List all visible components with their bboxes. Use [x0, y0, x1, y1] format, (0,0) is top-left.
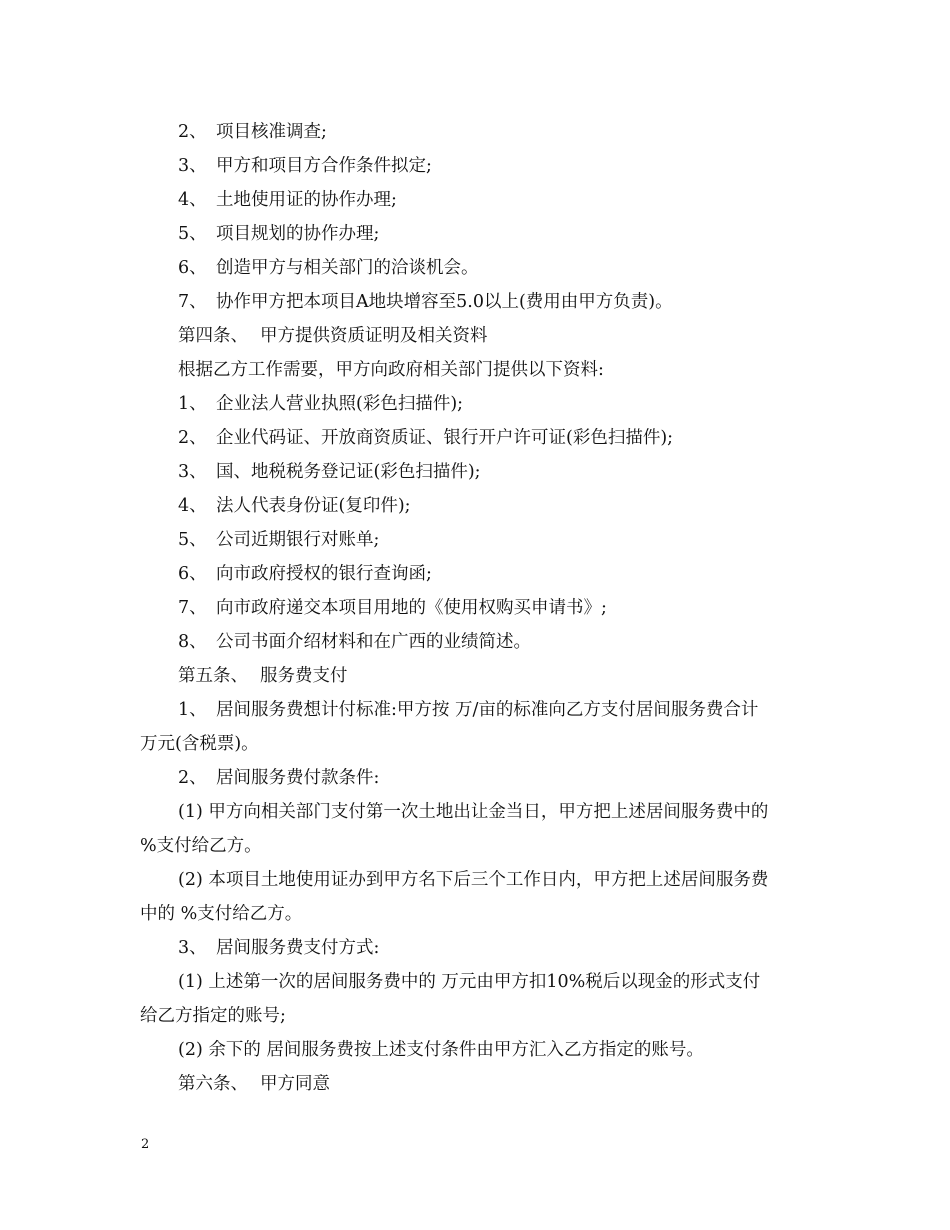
item-number: 3、 — [178, 462, 207, 482]
list-item — [140, 149, 812, 183]
sub-item-text: (1) 上述第一次的居间服务费中的 万元由甲方扣10%税后以现金的形式支付 — [178, 972, 761, 992]
list-item — [140, 591, 812, 625]
list-item — [140, 523, 812, 557]
section-heading — [140, 319, 812, 353]
item-text: 向市政府递交本项目用地的《使用权购买申请书》; — [216, 598, 607, 618]
item-number: 4、 — [178, 190, 207, 210]
sub-item — [140, 1033, 812, 1067]
sub-item — [140, 863, 812, 897]
item-text: 土地使用证的协作办理; — [216, 190, 397, 210]
sub-item — [140, 795, 812, 829]
item-number: 6、 — [178, 564, 207, 584]
paragraph-continuation — [140, 727, 812, 761]
paragraph-text: 根据乙方工作需要，甲方向政府相关部门提供以下资料: — [178, 360, 604, 380]
item-number: 2、 — [178, 122, 207, 142]
item-text: 居间服务费付款条件: — [216, 768, 380, 788]
item-text: 甲方和项目方合作条件拟定; — [216, 156, 432, 176]
item-number: 2、 — [178, 428, 207, 448]
item-number: 8、 — [178, 632, 207, 652]
list-item — [140, 421, 812, 455]
sub-item — [140, 965, 812, 999]
list-item — [140, 183, 812, 217]
paragraph-text: %支付给乙方。 — [140, 836, 262, 856]
item-text: 居间服务费支付方式: — [216, 938, 380, 958]
item-text: 国、地税税务登记证(彩色扫描件); — [216, 462, 481, 482]
sub-item-text: (1) 甲方向相关部门支付第一次土地出让金当日，甲方把上述居间服务费中的 — [178, 802, 769, 822]
list-item — [140, 489, 812, 523]
list-item — [140, 217, 812, 251]
item-text: 创造甲方与相关部门的洽谈机会。 — [216, 258, 479, 278]
paragraph — [140, 353, 812, 387]
section-number: 第四条、 — [178, 326, 248, 346]
list-item — [140, 931, 812, 965]
list-item — [140, 251, 812, 285]
item-text: 企业法人营业执照(彩色扫描件); — [216, 394, 464, 414]
section-heading — [140, 1067, 812, 1101]
item-number: 3、 — [178, 938, 207, 958]
list-item — [140, 115, 812, 149]
item-number: 5、 — [178, 530, 207, 550]
item-text: 向市政府授权的银行查询函; — [216, 564, 432, 584]
item-text: 项目核准调查; — [216, 122, 327, 142]
list-item — [140, 285, 812, 319]
paragraph-text: 中的 %支付给乙方。 — [140, 904, 303, 924]
item-text: 公司近期银行对账单; — [216, 530, 380, 550]
sub-item-text: (2) 本项目土地使用证办到甲方名下后三个工作日内，甲方把上述居间服务费 — [178, 870, 769, 890]
paragraph-text: 给乙方指定的账号; — [140, 1006, 286, 1026]
list-item — [140, 761, 812, 795]
list-item — [140, 693, 812, 727]
item-number: 7、 — [178, 598, 207, 618]
item-number: 7、 — [178, 292, 207, 312]
item-text: 法人代表身份证(复印件); — [216, 496, 411, 516]
list-item — [140, 387, 812, 421]
item-text: 项目规划的协作办理; — [216, 224, 380, 244]
item-number: 5、 — [178, 224, 207, 244]
section-title: 服务费支付 — [260, 666, 348, 686]
paragraph-continuation — [140, 999, 812, 1033]
item-number: 2、 — [178, 768, 207, 788]
section-title: 甲方同意 — [260, 1074, 330, 1094]
item-text: 企业代码证、开放商资质证、银行开户许可证(彩色扫描件); — [216, 428, 674, 448]
document-body — [140, 115, 812, 1101]
section-title: 甲方提供资质证明及相关资料 — [260, 326, 488, 346]
page-number: 2 — [141, 1137, 150, 1152]
paragraph-text: 万元(含税票)。 — [140, 734, 259, 754]
list-item — [140, 557, 812, 591]
paragraph-continuation — [140, 829, 812, 863]
section-heading — [140, 659, 812, 693]
item-number: 4、 — [178, 496, 207, 516]
list-item — [140, 625, 812, 659]
item-number: 3、 — [178, 156, 207, 176]
list-item — [140, 455, 812, 489]
item-text: 居间服务费想计付标准:甲方按 万/亩的标准向乙方支付居间服务费合计 — [216, 700, 759, 720]
item-text: 公司书面介绍材料和在广西的业绩简述。 — [216, 632, 531, 652]
item-number: 1、 — [178, 394, 207, 414]
item-number: 6、 — [178, 258, 207, 278]
sub-item-text: (2) 余下的 居间服务费按上述支付条件由甲方汇入乙方指定的账号。 — [178, 1040, 704, 1060]
item-text: 协作甲方把本项目A地块增容至5.0以上(费用由甲方负责)。 — [216, 292, 673, 312]
paragraph-continuation — [140, 897, 812, 931]
section-number: 第五条、 — [178, 666, 248, 686]
item-number: 1、 — [178, 700, 207, 720]
section-number: 第六条、 — [178, 1074, 248, 1094]
